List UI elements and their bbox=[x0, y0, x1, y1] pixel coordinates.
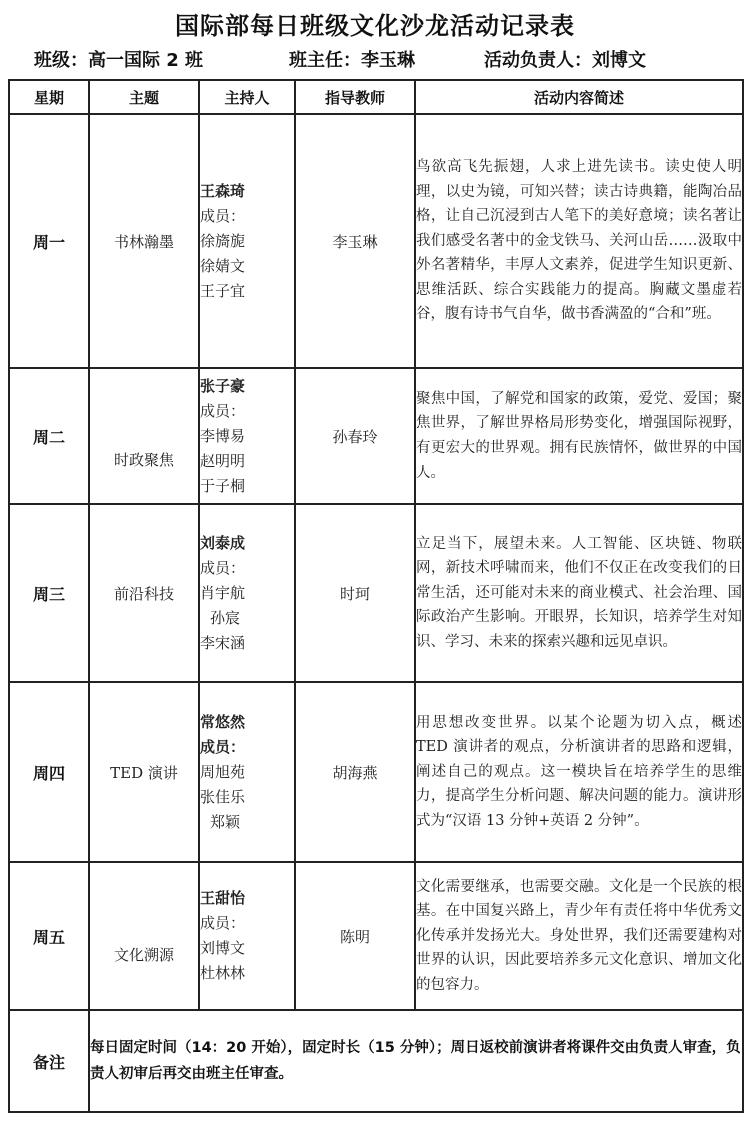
theme-cell: TED 演讲 bbox=[89, 682, 199, 862]
description-cell: 立足当下，展望未来。人工智能、区块链、物联网，新技术呼啸而来，他们不仅正在改变我们的日常生活，还可能对未来的商业模式、社会治理、国际政治产生影响。开眼界，长知识，培养学生对知识、学习、未来的探索兴趣和远见卓识。 bbox=[415, 504, 743, 682]
member-name: 孙宸 bbox=[210, 608, 241, 627]
host-lead: 常悠然 bbox=[200, 712, 246, 731]
teacher-cell: 胡海燕 bbox=[295, 682, 415, 862]
host-cell bbox=[199, 682, 295, 862]
member-name: 李宋涵 bbox=[200, 633, 246, 652]
day-cell: 周一 bbox=[9, 114, 89, 368]
header-theme: 主题 bbox=[89, 80, 199, 114]
member-name: 郑颖 bbox=[210, 812, 241, 831]
teacher-cell: 陈明 bbox=[295, 862, 415, 1010]
page-title: 国际部每日班级文化沙龙活动记录表 bbox=[175, 12, 575, 40]
table-row bbox=[9, 862, 743, 1010]
theme-text: 时政聚焦 bbox=[113, 450, 174, 469]
table-row bbox=[9, 504, 743, 682]
header-day: 星期 bbox=[9, 80, 89, 114]
teacher-cell: 时珂 bbox=[295, 504, 415, 682]
day-cell: 周二 bbox=[9, 368, 89, 504]
teacher-cell: 孙春玲 bbox=[295, 368, 415, 504]
member-name: 王子宜 bbox=[200, 281, 246, 300]
header-row bbox=[9, 80, 743, 114]
members-label: 成员： bbox=[200, 914, 246, 932]
header-description: 活动内容简述 bbox=[415, 80, 743, 114]
members-label: 成员： bbox=[200, 558, 246, 577]
members-label: 成员： bbox=[200, 737, 246, 756]
theme-cell bbox=[89, 862, 199, 1010]
description-cell: 文化需要继承，也需要交融。文化是一个民族的根基。在中国复兴路上，青少年有责任将中华优秀文化传承并发扬光大。身处世界，我们还需要建构对世界的认识，因此要培养多元文化意识、增加文化的包容力。 bbox=[415, 862, 743, 1010]
host-cell bbox=[199, 862, 295, 1010]
theme-text: 文化溯源 bbox=[113, 945, 174, 964]
table-row bbox=[9, 114, 743, 368]
member-name: 徐旖旎 bbox=[200, 231, 246, 250]
member-name: 李博易 bbox=[200, 426, 246, 445]
header-host: 主持人 bbox=[199, 80, 295, 114]
header-teacher: 指导教师 bbox=[295, 80, 415, 114]
head-teacher-info: 班主任：李玉琳 bbox=[289, 50, 415, 71]
theme-cell: 书林瀚墨 bbox=[89, 114, 199, 368]
note-label: 备注 bbox=[9, 1010, 89, 1112]
day-cell: 周五 bbox=[9, 862, 89, 1010]
host-lead: 刘泰成 bbox=[200, 533, 246, 552]
theme-cell bbox=[89, 368, 199, 504]
description-cell: 聚焦中国，了解党和国家的政策，爱党、爱国；聚焦世界，了解世界格局形势变化，增强国际视野，有更宏大的世界观。拥有民族情怀，做世界的中国人。 bbox=[415, 368, 743, 504]
member-name: 肖宇航 bbox=[200, 583, 246, 602]
class-info: 班级：高一国际 2 班 bbox=[34, 50, 204, 71]
host-lead: 王甜怡 bbox=[200, 889, 246, 907]
subtitle-bar bbox=[34, 46, 734, 74]
day-cell: 周四 bbox=[9, 682, 89, 862]
host-lead: 王森琦 bbox=[200, 181, 246, 200]
activity-lead-info: 活动负责人：刘博文 bbox=[484, 50, 646, 71]
host-cell bbox=[199, 114, 295, 368]
description-cell: 鸟欲高飞先振翅，人求上进先读书。读史使人明理，以史为镜，可知兴替；读古诗典籍，能陶冶品格，让自己沉浸到古人笔下的美好意境；读名著让我们感受名著中的金戈铁马、关河山岳……汲取中外名著精华，丰厚人文素养，促进学生知识更新、思维活跃、综合实践能力的提高。胸藏文墨虚若谷，腹有诗书气自华，做书香满盈的“合和”班。 bbox=[415, 114, 743, 368]
host-cell bbox=[199, 368, 295, 504]
members-label: 成员： bbox=[200, 401, 246, 420]
theme-cell: 前沿科技 bbox=[89, 504, 199, 682]
note-row bbox=[9, 1010, 743, 1112]
member-name: 刘博文 bbox=[200, 939, 246, 957]
host-lead: 张子豪 bbox=[200, 376, 246, 395]
member-name: 于子桐 bbox=[200, 476, 246, 495]
table-row bbox=[9, 682, 743, 862]
note-text: 每日固定时间（14：20 开始），固定时长（15 分钟）；周日返校前演讲者将课件交由负责人审查，负责人初审后再交由班主任审查。 bbox=[89, 1010, 743, 1112]
host-cell bbox=[199, 504, 295, 682]
description-cell: 用思想改变世界。以某个论题为切入点，概述 TED 演讲者的观点，分析演讲者的思路和逻辑，阐述自己的观点。这一模块旨在培养学生的思维力，提高学生分析问题、解决问题的能力。演讲形式为“汉语 13 分钟+英语 2 分钟”。 bbox=[415, 682, 743, 862]
member-name: 赵明明 bbox=[200, 451, 246, 470]
member-name: 徐婧文 bbox=[200, 256, 246, 275]
teacher-cell: 李玉琳 bbox=[295, 114, 415, 368]
members-label: 成员： bbox=[200, 206, 246, 225]
record-table bbox=[8, 79, 744, 1113]
table-row bbox=[9, 368, 743, 504]
day-cell: 周三 bbox=[9, 504, 89, 682]
member-name: 张佳乐 bbox=[200, 787, 246, 806]
member-name: 杜林林 bbox=[200, 964, 246, 982]
member-name: 周旭苑 bbox=[200, 762, 246, 781]
